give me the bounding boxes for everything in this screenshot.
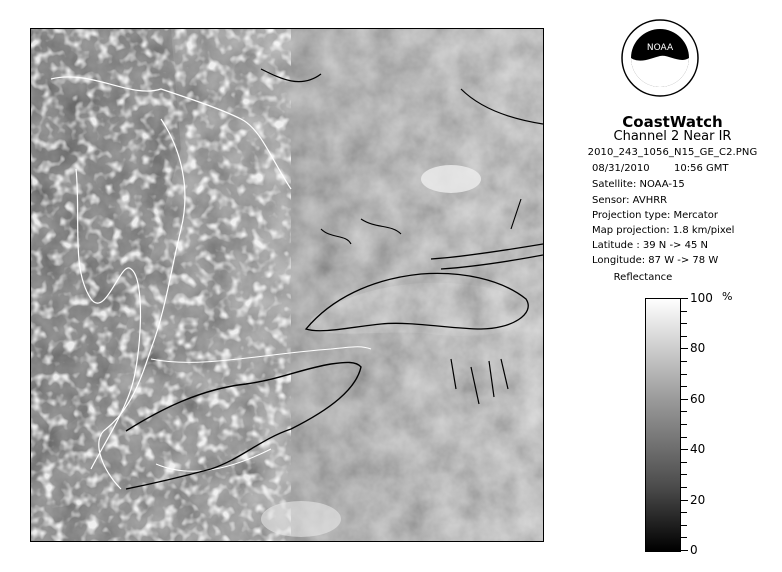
sensor-name: Sensor: AVHRR [592, 195, 668, 206]
colorbar-tick [680, 449, 688, 450]
colorbar-tick-label: 60 [690, 392, 706, 406]
colorbar-tick-label: 20 [690, 493, 706, 507]
colorbar-tick-label: 80 [690, 341, 706, 355]
colorbar-tick [680, 374, 687, 375]
colorbar-tick [680, 336, 687, 337]
colorbar-tick [680, 424, 687, 425]
colorbar-tick [680, 500, 688, 501]
legend-label: Reflectance [613, 272, 673, 283]
map-projection: Map projection: 1.8 km/pixel [592, 225, 735, 236]
colorbar-tick [680, 386, 687, 387]
colorbar-tick-label: 40 [690, 442, 706, 456]
noaa-logo [620, 18, 700, 98]
colorbar-tick [680, 361, 687, 362]
colorbar-tick [680, 487, 687, 488]
colorbar-tick [680, 323, 687, 324]
colorbar-tick [680, 298, 688, 299]
colorbar-tick [680, 411, 687, 412]
colorbar-tick [680, 311, 687, 312]
acquisition-date: 08/31/2010 [592, 163, 650, 174]
reflectance-colorbar [645, 298, 681, 552]
colorbar-tick-label: 100 [690, 291, 713, 305]
colorbar-tick [680, 399, 688, 400]
colorbar-tick-label: 0 [690, 543, 698, 557]
channel-name: Channel 2 Near IR [613, 129, 732, 144]
satellite-image-panel [30, 28, 544, 542]
colorbar-tick [680, 537, 687, 538]
latitude-range: Latitude : 39 N -> 45 N [592, 240, 708, 251]
bright-cloud [421, 165, 481, 193]
bright-cloud [261, 501, 341, 537]
satellite-reflectance-image [31, 29, 543, 541]
colorbar-tick [680, 462, 687, 463]
legend-unit: % [722, 290, 733, 303]
satellite-name: Satellite: NOAA-15 [592, 179, 685, 190]
colorbar-tick [680, 525, 687, 526]
colorbar-tick [680, 550, 688, 551]
longitude-range: Longitude: 87 W -> 78 W [592, 255, 719, 266]
colorbar-tick [680, 437, 687, 438]
acquisition-time: 10:56 GMT [674, 163, 729, 174]
product-title: CoastWatch [622, 113, 723, 131]
colorbar-tick [680, 512, 687, 513]
svg-text:NOAA: NOAA [646, 43, 674, 53]
file-name: 2010_243_1056_N15_GE_C2.PNG [587, 147, 758, 158]
colorbar-tick [680, 474, 687, 475]
cloud-specks [31, 29, 291, 541]
projection-type: Projection type: Mercator [592, 210, 718, 221]
colorbar-tick [680, 348, 688, 349]
